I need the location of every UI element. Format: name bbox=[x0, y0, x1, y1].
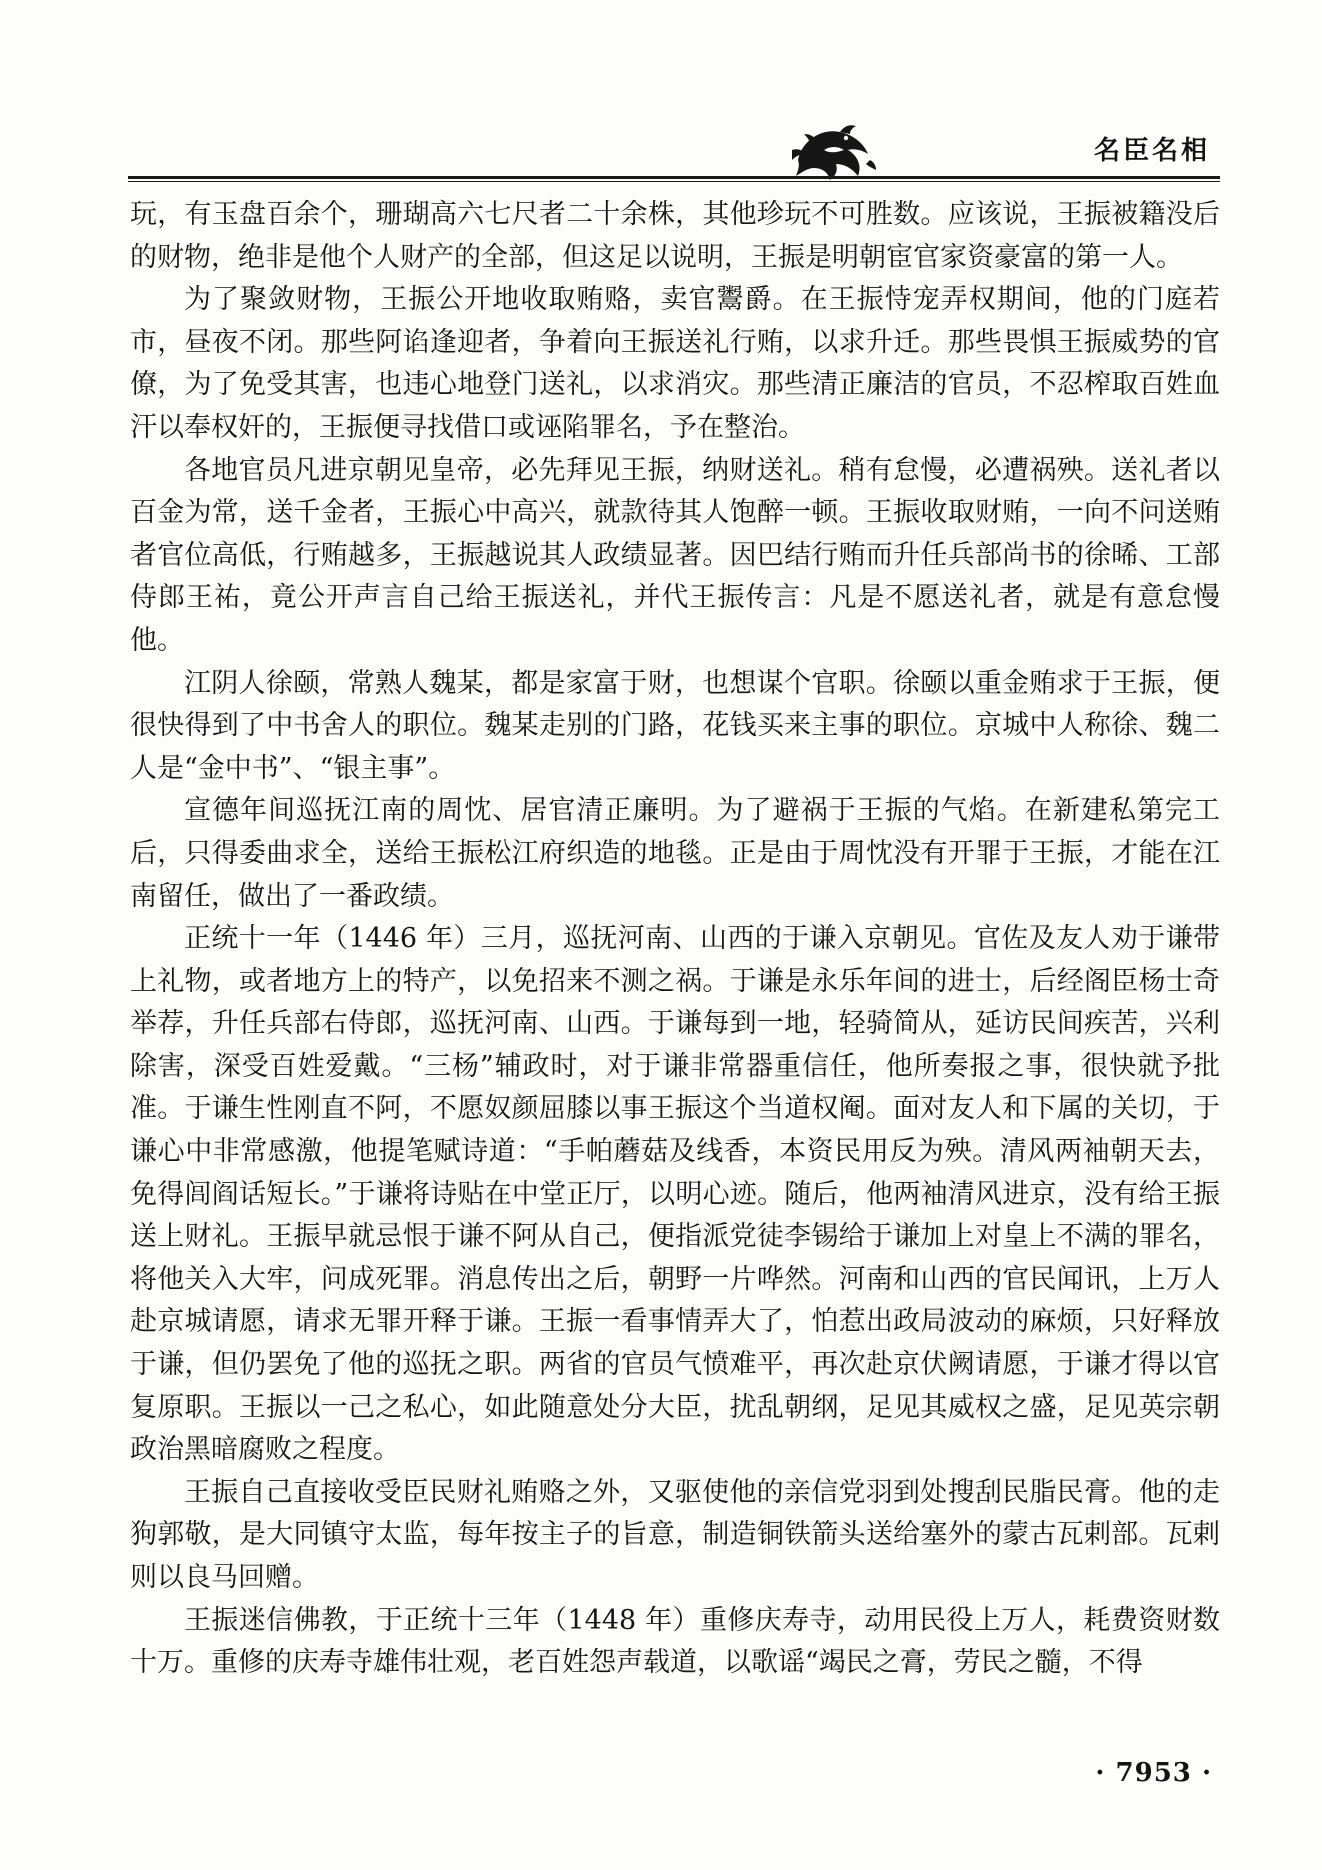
body-text bbox=[130, 194, 1220, 1685]
paragraph: 玩，有玉盘百余个，珊瑚高六七尺者二十余株，其他珍玩不可胜数。应该说，王振被籍没后的财物，绝非是他个人财产的全部，但这足以说明，王振是明朝宦官家资豪富的第一人。 bbox=[130, 199, 1220, 273]
page-number: · 7953 · bbox=[1095, 1758, 1212, 1788]
paragraph: 为了聚敛财物，王振公开地收取贿赂，卖官鬻爵。在王振恃宠弄权期间，他的门庭若市，昼夜不闭。那些阿谄逢迎者，争着向王振送礼行贿，以求升迁。那些畏惧王振威势的官僚，为了免受其害，也违心地登门送礼，以求消灾。那些清正廉洁的官员，不忍榨取百姓血汗以奉权奸的，王振便寻找借口或诬陷罪名，予在整治。 bbox=[130, 284, 1220, 443]
paragraph: 各地官员凡进京朝见皇帝，必先拜见王振，纳财送礼。稍有怠慢，必遭祸殃。送礼者以百金为常，送千金者，王振心中高兴，就款待其人饱醉一顿。王振收取财贿，一向不问送贿者官位高低，行贿越多，王振越说其人政绩显著。因巴结行贿而升任兵部尚书的徐晞、工部侍郎王祐，竟公开声言自己给王振送礼，并代王振传言：凡是不愿送礼者，就是有意怠慢他。 bbox=[130, 454, 1220, 656]
dragon-emblem-icon bbox=[788, 120, 878, 182]
section-title: 名臣名相 bbox=[1093, 136, 1210, 166]
paragraph: 王振自己直接收受臣民财礼贿赂之外，又驱使他的亲信党羽到处搜刮民脂民膏。他的走狗郭敬，是大同镇守太监，每年按主子的旨意，制造铜铁箭头送给塞外的蒙古瓦剌部。瓦剌则以良马回赠。 bbox=[130, 1476, 1220, 1593]
paragraph: 正统十一年（1446 年）三月，巡抚河南、山西的于谦入京朝见。官佐及友人劝于谦带上礼物，或者地方上的特产，以免招来不测之祸。于谦是永乐年间的进士，后经阁臣杨士奇举荐，升任兵部右侍郎，巡抚河南、山西。于谦每到一地，轻骑简从，延访民间疾苦，兴利除害，深受百姓爱戴。“三杨”辅政时，对于谦非常器重信任，他所奏报之事，很快就予批准。于谦生性刚直不阿，不愿奴颜屈膝以事王振这个当道权阉。面对友人和下属的关切，于谦心中非常感激，他提笔赋诗道：“手帕蘑菇及线香，本资民用反为殃。清风两袖朝天去，免得闾阎话短长。”于谦将诗贴在中堂正厅，以明心迹。随后，他两袖清风进京，没有给王振送上财礼。王振早就忌恨于谦不阿从自己，便指派党徒李锡给于谦加上对皇上不满的罪名，将他关入大牢，问成死罪。消息传出之后，朝野一片哗然。河南和山西的官民闻讯，上万人赴京城请愿，请求无罪开释于谦。王振一看事情弄大了，怕惹出政局波动的麻烦，只好释放于谦，但仍罢免了他的巡抚之职。两省的官员气愤难平，再次赴京伏阙请愿，于谦才得以官复原职。王振以一己之私心，如此随意处分大臣，扰乱朝纲，足见其威权之盛，足见英宗朝政治黑暗腐败之程度。 bbox=[130, 923, 1220, 1466]
header-rule bbox=[128, 176, 1220, 179]
paragraph: 王振迷信佛教，于正统十三年（1448 年）重修庆寿寺，动用民役上万人，耗费资财数十万。重修的庆寿寺雄伟壮观，老百姓怨声载道，以歌谣“竭民之膏，劳民之髓，不得 bbox=[130, 1604, 1220, 1679]
paragraph: 宣德年间巡抚江南的周忱、居官清正廉明。为了避祸于王振的气焰。在新建私第完工后，只得委曲求全，送给王振松江府织造的地毯。正是由于周忱没有开罪于王振，才能在江南留任，做出了一番政绩。 bbox=[130, 795, 1220, 912]
header-rule-thin bbox=[128, 181, 1220, 182]
page-header bbox=[128, 118, 1220, 186]
paragraph: 江阴人徐颐，常熟人魏某，都是家富于财，也想谋个官职。徐颐以重金贿求于王振，便很快得到了中书舍人的职位。魏某走别的门路，花钱买来主事的职位。京城中人称徐、魏二人是“金中书”、“银主事”。 bbox=[130, 667, 1220, 784]
